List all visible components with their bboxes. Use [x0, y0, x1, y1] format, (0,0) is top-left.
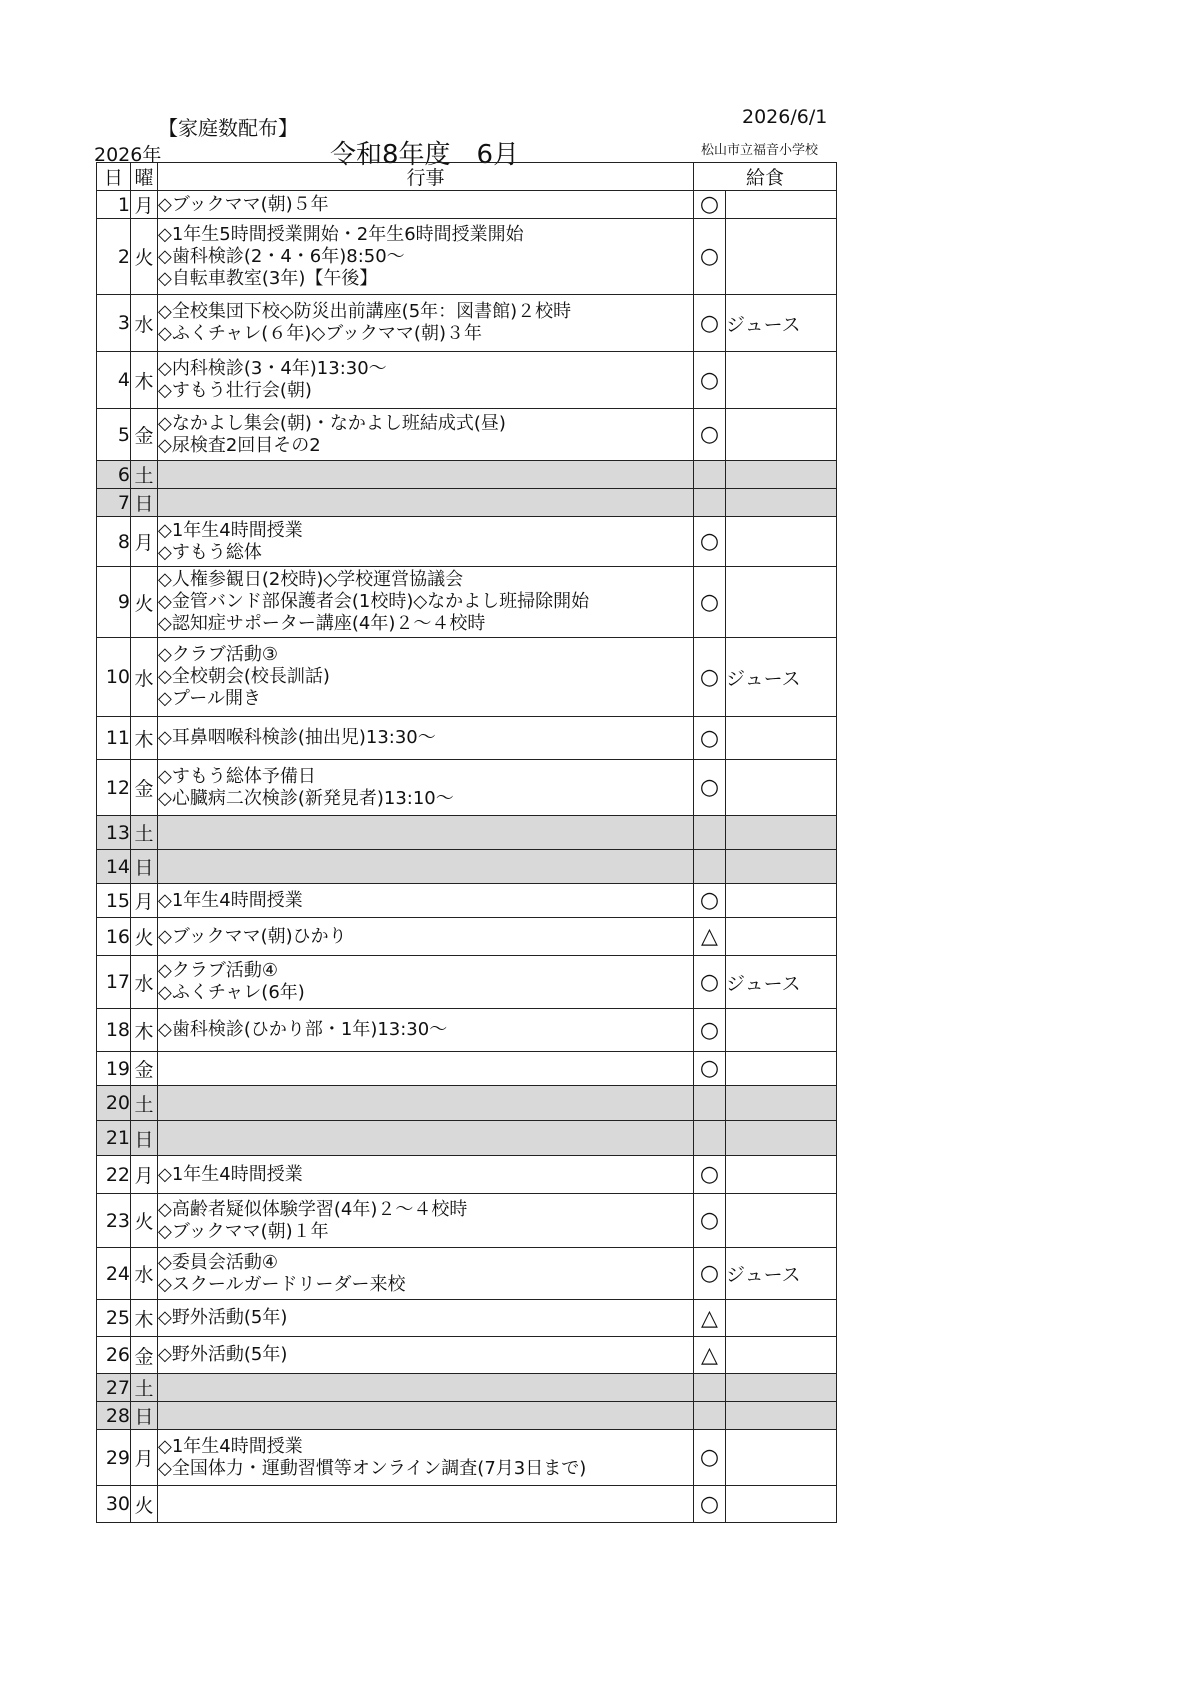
- meal-mark: ○: [694, 638, 726, 717]
- table-row: [97, 850, 837, 884]
- day-number: 17: [97, 956, 131, 1009]
- header-events: 行事: [158, 163, 694, 191]
- event-item: ◇人権参観日(2校時)◇学校運営協議会: [158, 569, 464, 590]
- events-cell: [158, 956, 694, 1009]
- weekday: 月: [131, 1156, 158, 1194]
- meal-mark: [694, 461, 726, 489]
- events-cell: [158, 1086, 694, 1121]
- juice-note: [726, 850, 837, 884]
- event-item: ◇1年生4時間授業: [158, 1435, 303, 1457]
- juice-note: [726, 1402, 837, 1430]
- event-item: ◇ブックママ(朝)１年: [158, 1220, 329, 1242]
- table-row: [97, 1402, 837, 1430]
- events-cell: [158, 409, 694, 461]
- weekday: 土: [131, 816, 158, 850]
- day-number: 6: [97, 461, 131, 489]
- weekday: 月: [131, 1430, 158, 1486]
- day-number: 24: [97, 1248, 131, 1300]
- event-item: ◇尿検査2回目その2: [158, 434, 321, 456]
- event-item: ◇1年生4時間授業: [158, 1163, 303, 1185]
- table-row: [97, 191, 837, 219]
- meal-mark: △: [694, 918, 726, 956]
- table-row: [97, 1486, 837, 1523]
- weekday: 火: [131, 567, 158, 638]
- event-item: ◇野外活動(5年): [158, 1344, 288, 1365]
- table-row: [97, 717, 837, 760]
- juice-note: [726, 1430, 837, 1486]
- table-row: [97, 461, 837, 489]
- day-number: 3: [97, 295, 131, 352]
- events-cell: [158, 1009, 694, 1052]
- weekday: 火: [131, 219, 158, 295]
- table-row: [97, 352, 837, 409]
- table-row: [97, 1248, 837, 1300]
- day-number: 14: [97, 850, 131, 884]
- table-row: [97, 409, 837, 461]
- meal-mark: ○: [694, 191, 726, 219]
- juice-note: [726, 567, 837, 638]
- event-item: ◇耳鼻咽喉科検診(抽出児)13:30～: [158, 727, 436, 748]
- event-item: ◇すもう壮行会(朝): [158, 380, 312, 401]
- table-row: [97, 1009, 837, 1052]
- event-item: ◇なかよし集会(朝)・なかよし班結成式(昼): [158, 412, 506, 434]
- table-row: [97, 295, 837, 352]
- juice-note: [726, 1486, 837, 1523]
- juice-note: ジュース: [726, 295, 837, 352]
- events-cell: [158, 1486, 694, 1523]
- table-row: [97, 918, 837, 956]
- weekday: 金: [131, 760, 158, 816]
- schedule-table: [96, 162, 837, 1523]
- distribution-note: 【家庭数配布】: [158, 116, 298, 140]
- meal-mark: ○: [694, 1052, 726, 1086]
- events-cell: [158, 1430, 694, 1486]
- juice-note: [726, 409, 837, 461]
- weekday: 水: [131, 1248, 158, 1300]
- event-item: ◇自転車教室(3年)【午後】: [158, 267, 378, 289]
- table-row: [97, 638, 837, 717]
- events-cell: [158, 219, 694, 295]
- meal-mark: [694, 489, 726, 517]
- events-cell: [158, 1337, 694, 1374]
- meal-mark: ○: [694, 567, 726, 638]
- day-number: 21: [97, 1121, 131, 1156]
- juice-note: [726, 816, 837, 850]
- event-item: ◇全国体力・運動習慣等オンライン調査(7月3日まで): [158, 1457, 587, 1479]
- meal-mark: [694, 1402, 726, 1430]
- meal-mark: ○: [694, 517, 726, 567]
- day-number: 11: [97, 717, 131, 760]
- day-number: 26: [97, 1337, 131, 1374]
- day-number: 27: [97, 1374, 131, 1402]
- juice-note: [726, 1121, 837, 1156]
- day-number: 20: [97, 1086, 131, 1121]
- weekday: 水: [131, 295, 158, 352]
- weekday: 木: [131, 352, 158, 409]
- juice-note: ジュース: [726, 1248, 837, 1300]
- day-number: 13: [97, 816, 131, 850]
- day-number: 9: [97, 567, 131, 638]
- event-item: ◇クラブ活動③: [158, 644, 278, 665]
- table-row: [97, 884, 837, 918]
- weekday: 木: [131, 1300, 158, 1337]
- events-cell: [158, 1194, 694, 1248]
- juice-note: [726, 191, 837, 219]
- day-number: 16: [97, 918, 131, 956]
- event-item: ◇全校集団下校◇防災出前講座(5年：図書館)２校時: [158, 301, 572, 322]
- weekday: 日: [131, 850, 158, 884]
- header-day: 日: [97, 163, 131, 191]
- table-row: [97, 1300, 837, 1337]
- event-item: ◇スクールガードリーダー来校: [158, 1273, 406, 1295]
- events-cell: [158, 1156, 694, 1194]
- weekday: 金: [131, 1052, 158, 1086]
- day-number: 18: [97, 1009, 131, 1052]
- event-item: ◇プール開き: [158, 688, 261, 709]
- table-header-row: [97, 163, 837, 191]
- meal-mark: ○: [694, 1156, 726, 1194]
- juice-note: [726, 489, 837, 517]
- event-item: ◇ふくチャレ(6年): [158, 982, 305, 1003]
- event-item: ◇歯科検診(ひかり部・1年)13:30～: [158, 1019, 448, 1040]
- page-title: 令和8年度 6月: [330, 140, 520, 170]
- schedule-rows: [97, 191, 837, 1523]
- events-cell: [158, 1402, 694, 1430]
- event-item: ◇歯科検診(2・4・6年)8:50～: [158, 245, 405, 267]
- meal-mark: ○: [694, 352, 726, 409]
- events-cell: [158, 567, 694, 638]
- meal-mark: ○: [694, 1009, 726, 1052]
- juice-note: [726, 717, 837, 760]
- table-row: [97, 219, 837, 295]
- event-item: ◇内科検診(3・4年)13:30～: [158, 358, 387, 379]
- header-weekday: 曜: [131, 163, 158, 191]
- events-cell: [158, 884, 694, 918]
- day-number: 8: [97, 517, 131, 567]
- table-row: [97, 517, 837, 567]
- weekday: 土: [131, 461, 158, 489]
- event-item: ◇野外活動(5年): [158, 1307, 288, 1328]
- day-number: 1: [97, 191, 131, 219]
- events-cell: [158, 760, 694, 816]
- events-cell: [158, 489, 694, 517]
- table-row: [97, 1086, 837, 1121]
- juice-note: [726, 1194, 837, 1248]
- event-item: ◇すもう総体予備日: [158, 765, 316, 787]
- day-number: 4: [97, 352, 131, 409]
- meal-mark: ○: [694, 1194, 726, 1248]
- table-row: [97, 1121, 837, 1156]
- meal-mark: [694, 1121, 726, 1156]
- weekday: 月: [131, 884, 158, 918]
- day-number: 25: [97, 1300, 131, 1337]
- weekday: 月: [131, 191, 158, 219]
- events-cell: [158, 517, 694, 567]
- weekday: 木: [131, 1009, 158, 1052]
- table-row: [97, 760, 837, 816]
- events-cell: [158, 295, 694, 352]
- weekday: 日: [131, 489, 158, 517]
- weekday: 水: [131, 956, 158, 1009]
- day-number: 22: [97, 1156, 131, 1194]
- juice-note: [726, 517, 837, 567]
- day-number: 10: [97, 638, 131, 717]
- meal-mark: [694, 816, 726, 850]
- school-name: 松山市立福音小学校: [701, 143, 819, 158]
- events-cell: [158, 1052, 694, 1086]
- juice-note: ジュース: [726, 956, 837, 1009]
- juice-note: ジュース: [726, 638, 837, 717]
- meal-mark: △: [694, 1337, 726, 1374]
- meal-mark: ○: [694, 409, 726, 461]
- event-item: ◇ブックママ(朝)５年: [158, 193, 329, 215]
- meal-mark: ○: [694, 295, 726, 352]
- table-row: [97, 489, 837, 517]
- event-item: ◇1年生4時間授業: [158, 889, 303, 911]
- weekday: 水: [131, 638, 158, 717]
- event-item: ◇ブックママ(朝)ひかり: [158, 925, 347, 947]
- weekday: 土: [131, 1086, 158, 1121]
- events-cell: [158, 352, 694, 409]
- juice-note: [726, 760, 837, 816]
- meal-mark: ○: [694, 884, 726, 918]
- weekday: 木: [131, 717, 158, 760]
- event-item: ◇1年生5時間授業開始・2年生6時間授業開始: [158, 223, 524, 245]
- table-row: [97, 816, 837, 850]
- events-cell: [158, 191, 694, 219]
- events-cell: [158, 816, 694, 850]
- event-item: ◇ふくチャレ(６年)◇ブックママ(朝)３年: [158, 323, 482, 344]
- table-row: [97, 1430, 837, 1486]
- juice-note: [726, 1052, 837, 1086]
- meal-mark: ○: [694, 956, 726, 1009]
- juice-note: [726, 1009, 837, 1052]
- day-number: 5: [97, 409, 131, 461]
- meal-mark: ○: [694, 1486, 726, 1523]
- weekday: 火: [131, 1486, 158, 1523]
- weekday: 金: [131, 1337, 158, 1374]
- juice-note: [726, 1374, 837, 1402]
- juice-note: [726, 219, 837, 295]
- meal-mark: ○: [694, 219, 726, 295]
- event-item: ◇1年生4時間授業: [158, 519, 303, 541]
- events-cell: [158, 1374, 694, 1402]
- day-number: 12: [97, 760, 131, 816]
- day-number: 29: [97, 1430, 131, 1486]
- events-cell: [158, 717, 694, 760]
- weekday: 日: [131, 1121, 158, 1156]
- event-item: ◇すもう総体: [158, 541, 262, 563]
- juice-note: [726, 1300, 837, 1337]
- events-cell: [158, 918, 694, 956]
- event-item: ◇全校朝会(校長訓話): [158, 666, 330, 687]
- event-item: ◇心臓病二次検診(新発見者)13:10～: [158, 787, 454, 809]
- day-number: 19: [97, 1052, 131, 1086]
- day-number: 28: [97, 1402, 131, 1430]
- juice-note: [726, 918, 837, 956]
- events-cell: [158, 1121, 694, 1156]
- day-number: 7: [97, 489, 131, 517]
- juice-note: [726, 884, 837, 918]
- issue-date: 2026/6/1: [742, 106, 828, 128]
- header-lunch: 給食: [694, 163, 837, 191]
- table-row: [97, 1374, 837, 1402]
- table-row: [97, 1052, 837, 1086]
- event-item: ◇委員会活動④: [158, 1251, 278, 1273]
- weekday: 日: [131, 1402, 158, 1430]
- table-row: [97, 1156, 837, 1194]
- juice-note: [726, 1156, 837, 1194]
- juice-note: [726, 461, 837, 489]
- meal-mark: △: [694, 1300, 726, 1337]
- meal-mark: [694, 1086, 726, 1121]
- day-number: 23: [97, 1194, 131, 1248]
- table-row: [97, 567, 837, 638]
- weekday: 金: [131, 409, 158, 461]
- event-item: ◇クラブ活動④: [158, 960, 278, 981]
- meal-mark: ○: [694, 1248, 726, 1300]
- meal-mark: ○: [694, 1430, 726, 1486]
- juice-note: [726, 352, 837, 409]
- weekday: 月: [131, 517, 158, 567]
- table-row: [97, 956, 837, 1009]
- meal-mark: [694, 1374, 726, 1402]
- event-item: ◇高齢者疑似体験学習(4年)２～４校時: [158, 1198, 468, 1220]
- table-row: [97, 1337, 837, 1374]
- day-number: 2: [97, 219, 131, 295]
- weekday: 火: [131, 918, 158, 956]
- meal-mark: [694, 850, 726, 884]
- day-number: 15: [97, 884, 131, 918]
- event-item: ◇金管バンド部保護者会(1校時)◇なかよし班掃除開始: [158, 591, 590, 612]
- weekday: 土: [131, 1374, 158, 1402]
- meal-mark: ○: [694, 760, 726, 816]
- meal-mark: ○: [694, 717, 726, 760]
- calendar-year: 2026年: [94, 144, 162, 166]
- events-cell: [158, 1300, 694, 1337]
- events-cell: [158, 1248, 694, 1300]
- events-cell: [158, 850, 694, 884]
- juice-note: [726, 1086, 837, 1121]
- weekday: 火: [131, 1194, 158, 1248]
- juice-note: [726, 1337, 837, 1374]
- events-cell: [158, 638, 694, 717]
- table-row: [97, 1194, 837, 1248]
- day-number: 30: [97, 1486, 131, 1523]
- events-cell: [158, 461, 694, 489]
- event-item: ◇認知症サポーター講座(4年)２～４校時: [158, 613, 486, 634]
